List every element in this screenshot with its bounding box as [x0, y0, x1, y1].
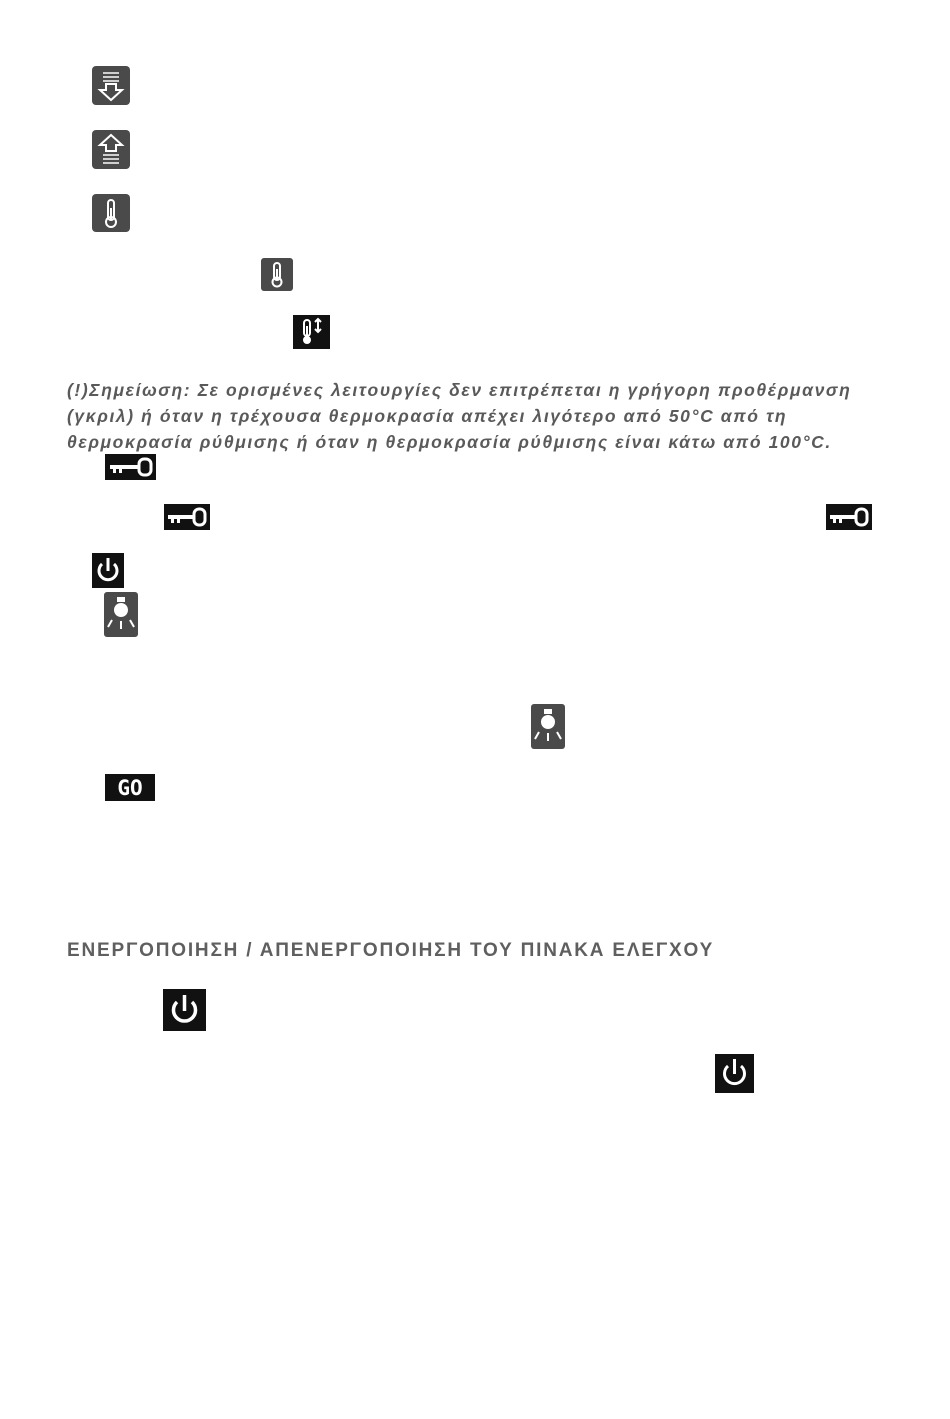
arrow-up-icon	[92, 130, 130, 169]
key-icon	[105, 454, 156, 480]
power-icon	[163, 989, 206, 1031]
thermometer-icon	[92, 194, 130, 232]
go-icon-label: GO	[117, 776, 143, 800]
thermometer-adjust-icon	[293, 315, 330, 349]
power-icon	[715, 1054, 754, 1093]
lamp-icon	[104, 592, 138, 637]
go-icon	[105, 774, 155, 801]
section-heading: ΕΝΕΡΓΟΠΟΙΗΣΗ / ΑΠΕΝΕΡΓΟΠΟΙΗΣΗ ΤΟΥ ΠΙΝΑΚΑ ΕΛΕΓΧΟΥ	[67, 940, 715, 961]
note-paragraph: (!)Σημείωση: Σε ορισμένες λειτουργίες δεν επιτρέπεται η γρήγορη προθέρμανση (γκριλ) ή όταν η τρέχουσα θερμοκρασία απέχει λιγότερο από 50°C από τη θερμοκρασία ρύθμισης ή όταν η θερμοκρασία ρύθμισης είναι κάτω από 100°C.	[67, 380, 852, 452]
lamp-icon	[531, 704, 565, 749]
key-icon	[164, 504, 210, 530]
arrow-down-icon	[92, 66, 130, 105]
power-icon	[92, 553, 124, 588]
key-icon	[826, 504, 872, 530]
thermometer-small-icon	[261, 258, 293, 291]
